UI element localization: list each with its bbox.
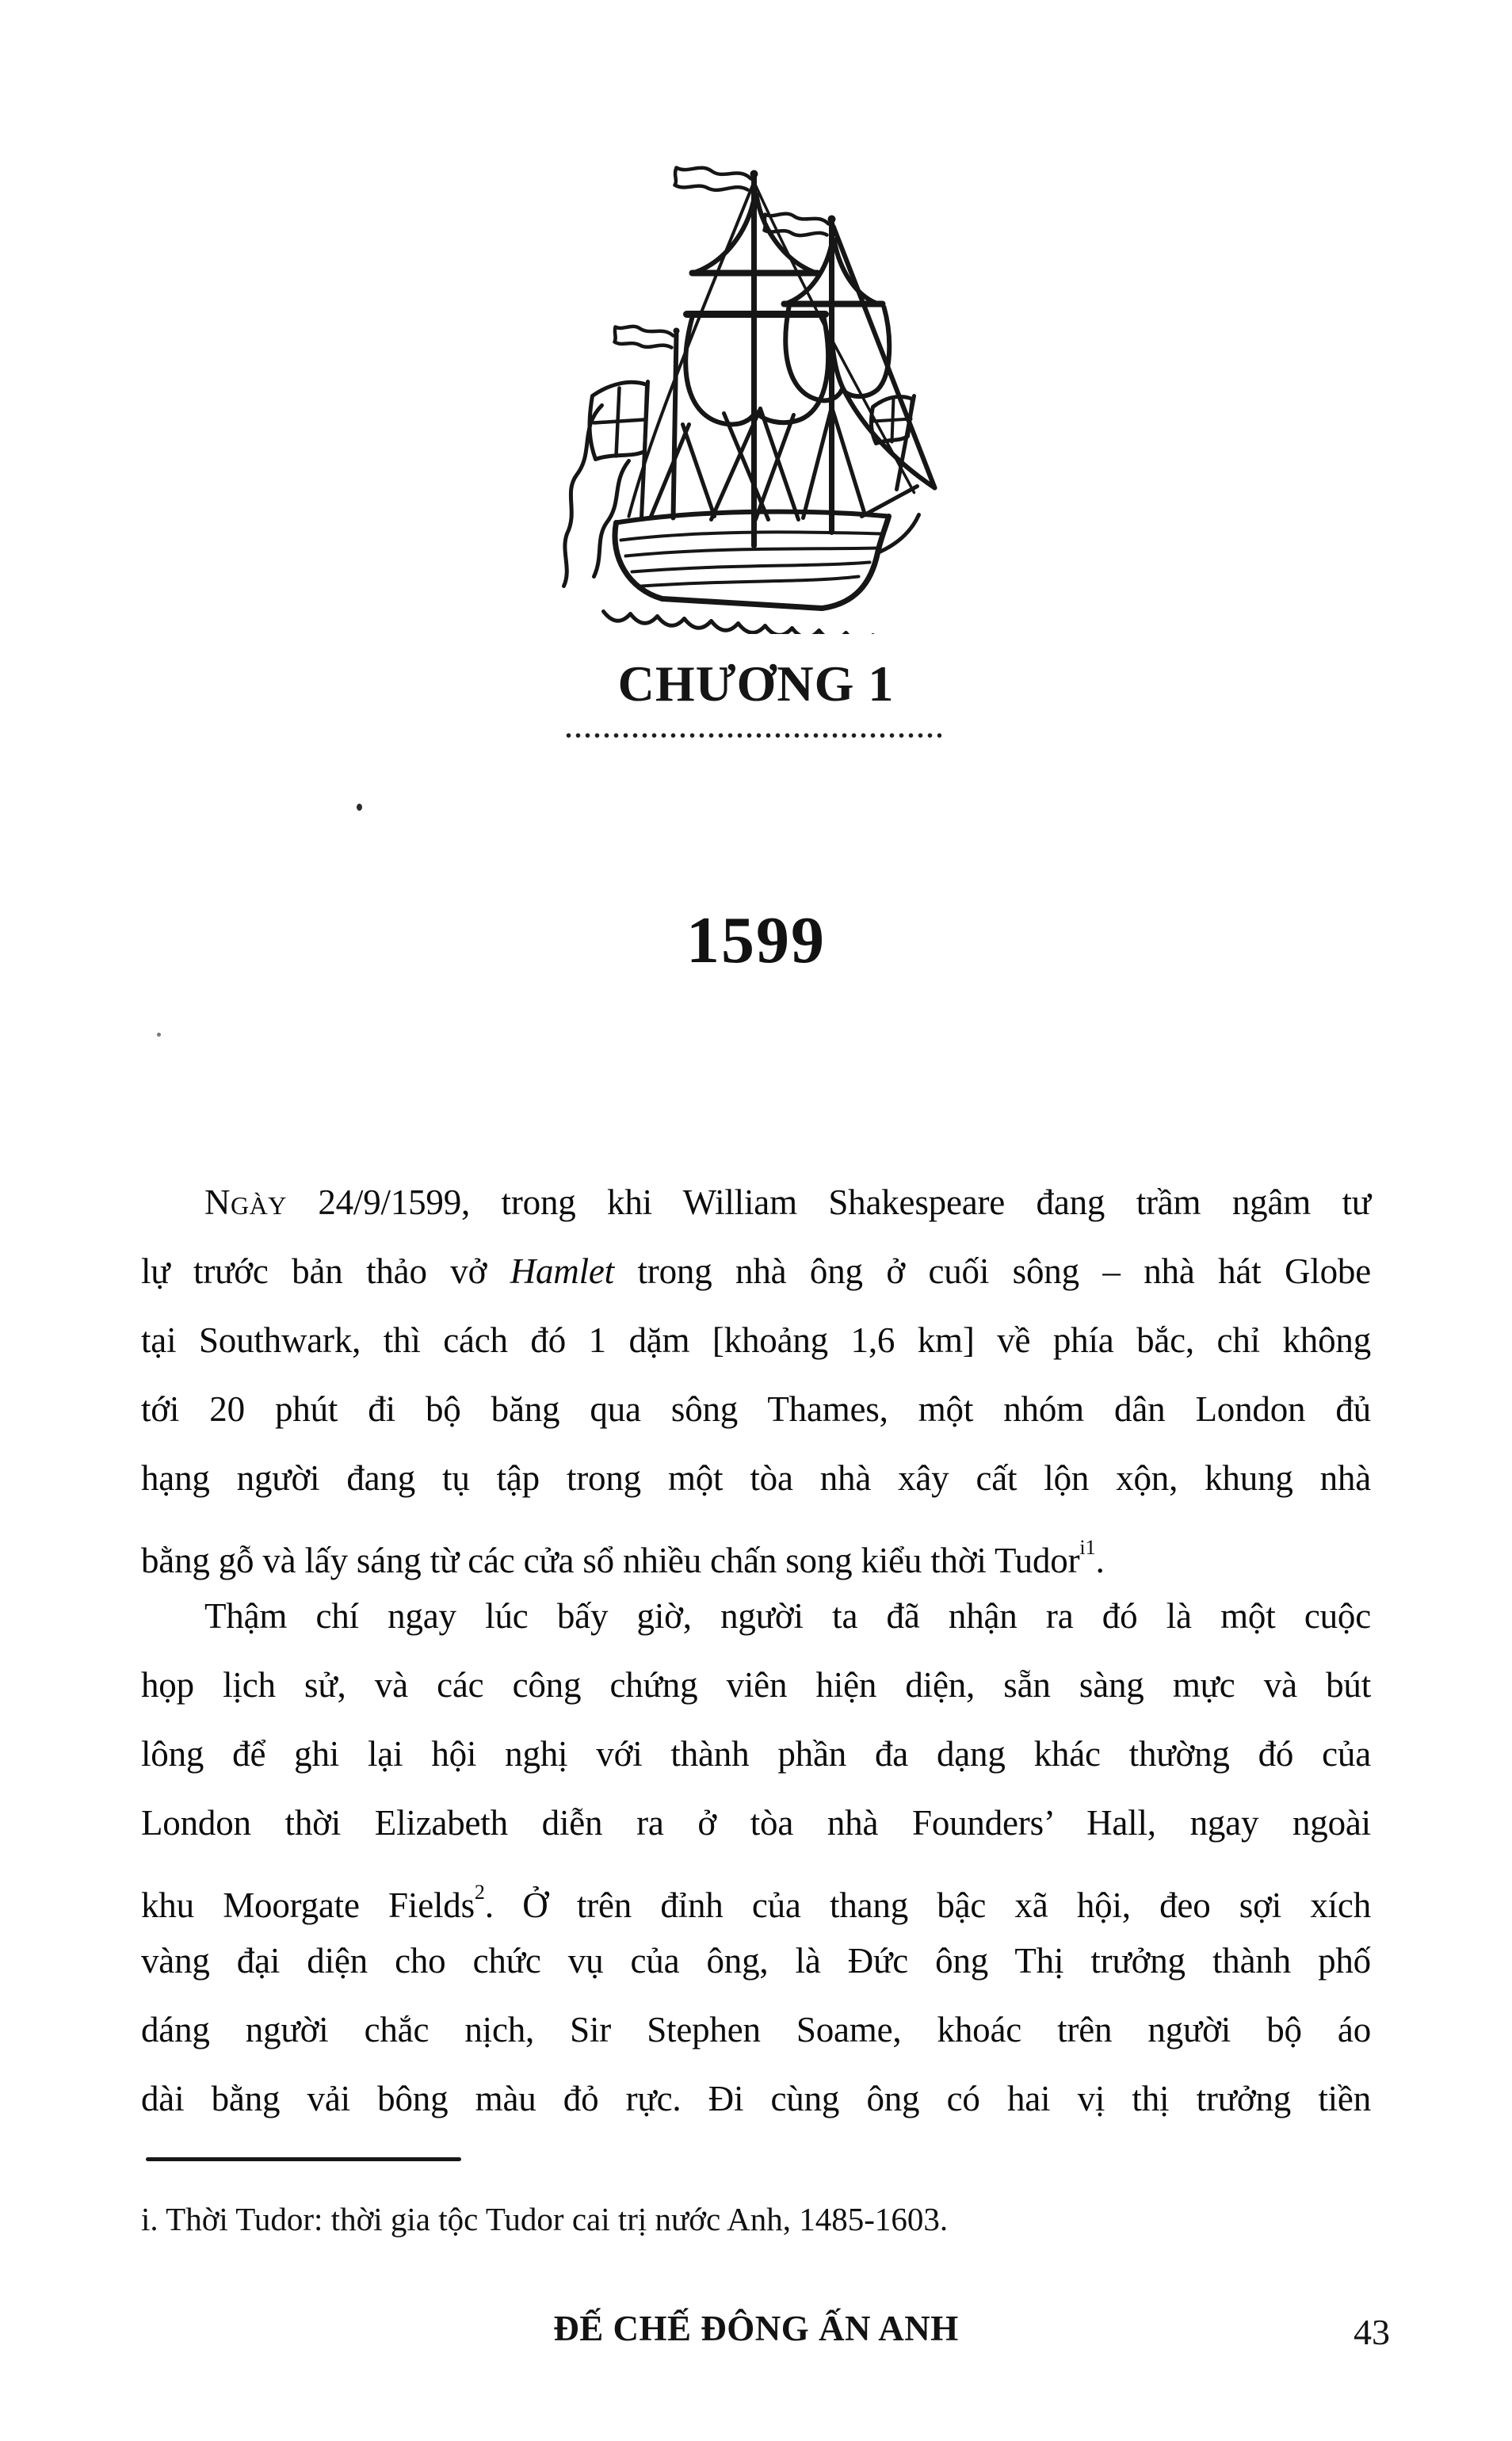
text-line: hạng người đang tụ tập trong một tòa nhà xây cất lộn xộn, khung nhà [141, 1458, 1371, 1498]
text-line: tới 20 phút đi bộ băng qua sông Thames, một nhóm dân London đủ [141, 1389, 1371, 1429]
text-line: lự trước bản thảo vở Hamlet trong nhà ông ở cuối sông – nhà hát Globe [141, 1251, 1371, 1291]
text-line: Ngày 24/9/1599, trong khi William Shakespeare đang trầm ngâm tư [204, 1182, 1371, 1222]
scan-speck [157, 1033, 161, 1037]
text-line: vàng đại diện cho chức vụ của ông, là Đức ông Thị trưởng thành phố [141, 1941, 1371, 1981]
page-number: 43 [1354, 2312, 1390, 2352]
chapter-divider [566, 732, 941, 739]
text-line: dáng người chắc nịch, Sir Stephen Soame, khoác trên người bộ áo [141, 2010, 1371, 2049]
page-footer [141, 2308, 1390, 2352]
text-line: bằng gỗ và lấy sáng từ các cửa sổ nhiều chấn song kiểu thời Tudor$^{i1}$. [141, 1536, 1105, 1580]
body-text [141, 1168, 1371, 2133]
footnote-text: i. Thời Tudor: thời gia tộc Tudor cai trị nước Anh, 1485-1603. [141, 2201, 949, 2237]
sailing-ship-icon [556, 144, 956, 634]
text-line: khu Moorgate Fields$^2$. Ở trên đỉnh của thang bậc xã hội, đeo sợi xích [141, 1881, 1372, 1925]
text-line: dài bằng vải bông màu đỏ rực. Đi cùng ông có hai vị thị trưởng tiền [141, 2079, 1371, 2118]
text-line: London thời Elizabeth diễn ra ở tòa nhà Founders’ Hall, ngay ngoài [141, 1803, 1371, 1843]
text-line: lông để ghi lại hội nghị với thành phần đa dạng khác thường đó của [141, 1734, 1371, 1774]
scan-speck [357, 804, 362, 811]
text-line: Thậm chí ngay lúc bấy giờ, người ta đã nhận ra đó là một cuộc [204, 1596, 1371, 1636]
text-line: họp lịch sử, và các công chứng viên hiện diện, sẵn sàng mực và bút [141, 1665, 1371, 1705]
chapter-heading: CHƯƠNG 1 [617, 655, 895, 712]
running-footer-title: ĐẾ CHẾ ĐÔNG ẤN ANH [553, 2309, 959, 2348]
year-heading: 1599 [686, 903, 826, 977]
ship-illustration [556, 144, 956, 634]
footnote-divider [146, 2157, 461, 2161]
text-line: tại Southwark, thì cách đó 1 dặm [khoảng 1,6 km] về phía bắc, chỉ không [141, 1320, 1371, 1360]
